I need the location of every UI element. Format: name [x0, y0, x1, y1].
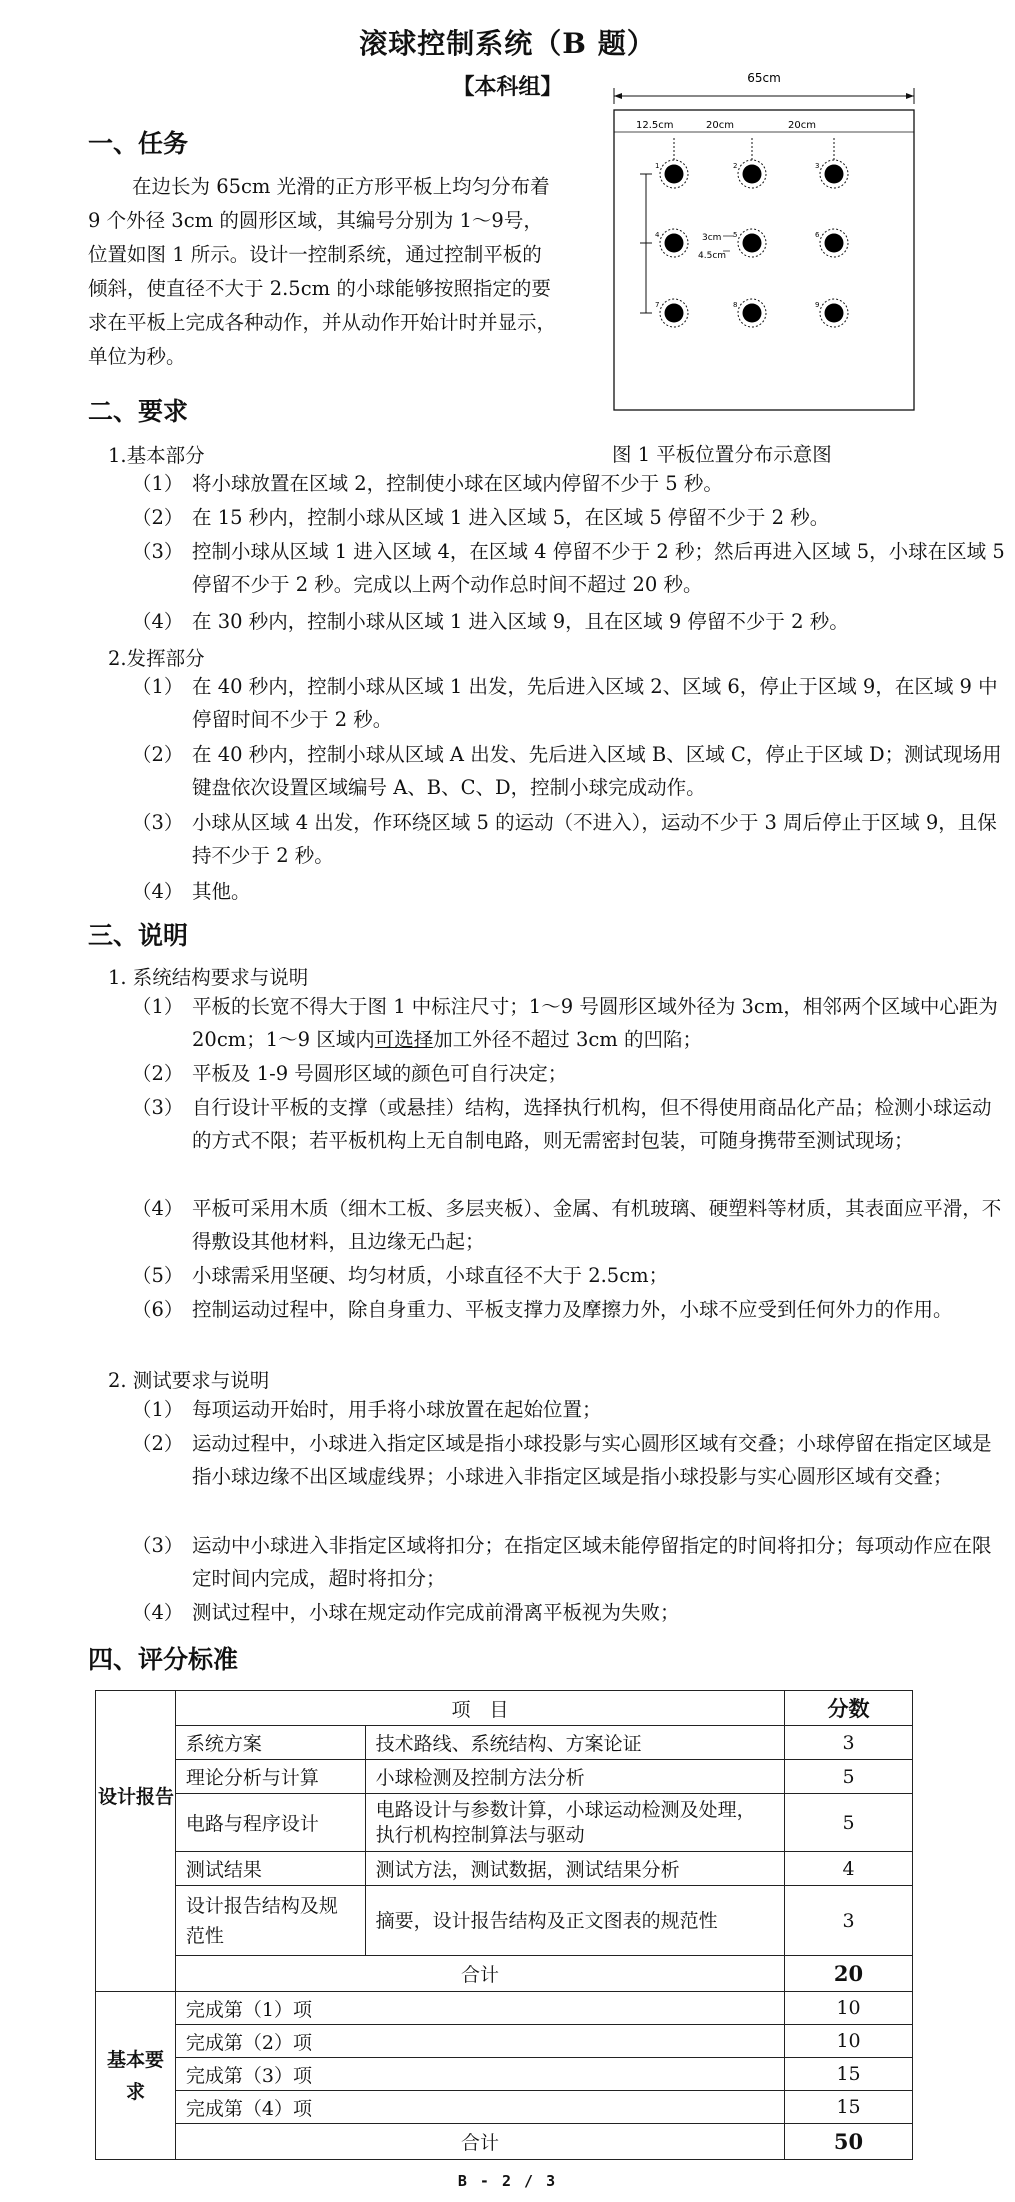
section2-heading: 二、要求: [88, 397, 189, 426]
scoring-table: 项 目 分数 系统方案 技术路线、系统结构、方案论证 3 理论分析与计算 小球检测及控制方法分析 5 电路与程序设计 电路设计与参数计算，小球运动检测及处理，执行机构控制算法与驱动 5 测试结果 测试方法，测试数据，测试结果分析 4 设计报告结构及规范性 摘要，设计报告结构及正文图表的规范性 3 合计 20 基本要求 完成第（1）项 10 完成第（2）项 10 完成第（3）项 15 完成第（4）项 15 合计 50: [95, 1690, 913, 2160]
region-dot: [743, 165, 762, 184]
region-dot: [825, 304, 844, 323]
width-label: 65cm: [747, 71, 781, 85]
region-number: 3: [815, 162, 820, 170]
advanced-part-title: 2.发挥部分: [108, 647, 205, 670]
page-number: B - 2 / 3: [457, 2172, 558, 2190]
col-score-header: 分数: [785, 1691, 913, 1726]
region-dot: [825, 165, 844, 184]
region-number: 8: [733, 301, 738, 309]
section3-heading: 三、说明: [88, 921, 189, 950]
gap-mid2-label: 20cm: [788, 120, 816, 131]
structure-title: 1. 系统结构要求与说明: [108, 966, 309, 989]
test-title: 2. 测试要求与说明: [108, 1369, 270, 1392]
region-number: 1: [655, 162, 660, 170]
region-dot: [743, 234, 762, 253]
figure-caption: 图 1 平板位置分布示意图: [612, 443, 832, 466]
task-description: 在边长为 65cm 光滑的正方形平板上均匀分布着 9 个外径 3cm 的圆形区域，其编号分别为 1～9号，位置如图 1 所示。设计一控制系统，通过控制平板的倾斜，使直径不大于 2.5cm 的小球能够按照指定的要求在平板上完成各种动作，并从动作开始计时并显示，单位为秒。: [88, 175, 557, 368]
gap-left-label: 12.5cm: [636, 120, 674, 131]
ring-diameter-label: 4.5cm: [698, 251, 727, 261]
page-subtitle: 【本科组】: [452, 74, 563, 100]
section4-heading: 四、评分标准: [88, 1645, 239, 1674]
region-circles: [655, 160, 848, 327]
circle-diameter-label: 3cm: [702, 233, 722, 243]
region-number: 2: [733, 162, 738, 170]
region-dot: [665, 165, 684, 184]
section1-heading: 一、任务: [88, 129, 189, 158]
region-number: 7: [655, 301, 660, 309]
col-item-header: 项 目: [175, 1691, 784, 1726]
gap-mid1-label: 20cm: [706, 120, 734, 131]
region-dot: [665, 234, 684, 253]
page-title: 滚球控制系统（B 题）: [359, 27, 656, 60]
region-dot: [743, 304, 762, 323]
region-number: 9: [815, 301, 820, 309]
region-number: 6: [815, 231, 820, 239]
region-dot: [825, 234, 844, 253]
group-basic: 基本要求: [96, 1992, 176, 2160]
group-design-report: 设计报告: [97, 1786, 174, 1808]
region-number: 4: [655, 231, 660, 239]
basic-part-title: 1.基本部分: [108, 444, 205, 467]
region-dot: [665, 304, 684, 323]
board-diagram: [596, 58, 926, 428]
region-number: 5: [733, 231, 738, 239]
